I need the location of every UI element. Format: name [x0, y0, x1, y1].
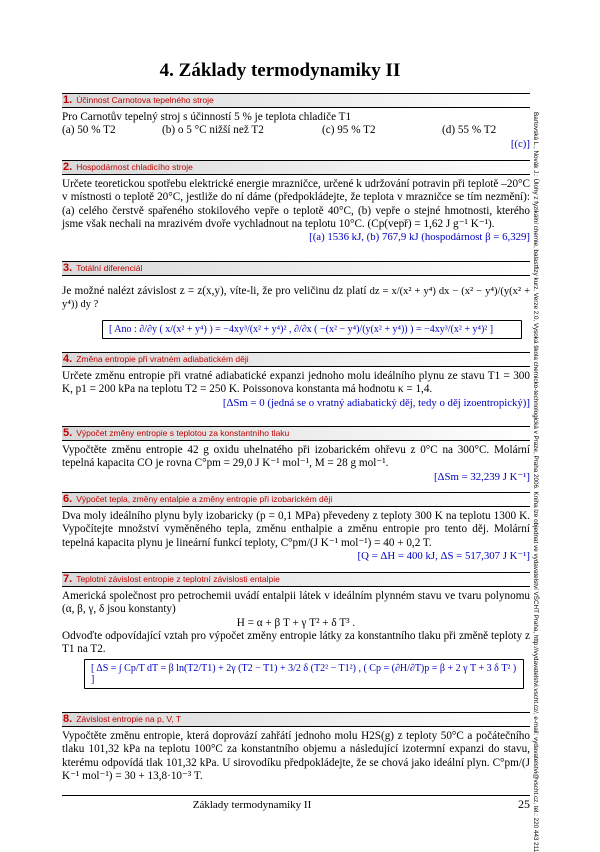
section-header — [62, 426, 530, 441]
option-a: (a) 50 % T2 — [62, 124, 116, 137]
section-3 — [62, 261, 530, 339]
enthalpy-polynomial: H = α + β T + γ T² + δ T³ . — [236, 616, 356, 629]
problem-text-2: Odvoďte odpovídající vztah pro výpočet změny entropie látky za konstantního tlaku při změně teploty z T1 na T2. — [62, 629, 530, 655]
problem-text: Vypočtěte změnu entropie 42 g oxidu uhelnatého při izobarickém ohřevu z 0°C na 300°C. Molární tepelná kapacita CO je rovna C°pm = 29,0 J K⁻¹ mol⁻¹, M = 28 g mol⁻¹. — [62, 444, 530, 470]
option-c: (c) 95 % T2 — [322, 124, 376, 137]
section-title: Výpočet změny entropie s teplotou za konstantního tlaku — [76, 428, 290, 438]
answer: [(a) 1536 kJ, (b) 767,9 kJ (hospodárnost β = 6,329] — [309, 231, 530, 244]
section-2 — [62, 160, 530, 244]
answer-box: [ Ano : ∂/∂y ( x/(x² + y⁴) ) = −4xy³/(x² + y⁴)² , ∂/∂x ( −(x² − y⁴)/(y(x² + y⁴)) ) = −4xy³/(x² + y⁴)² ] — [102, 320, 522, 339]
section-5 — [62, 426, 530, 484]
problem-lead: Je možné nalézt závislost z = z(x,y), víte-li, že pro veličinu dz platí — [62, 285, 367, 297]
problem-text: Vypočtěte změnu entropie, která doprovází zahřátí jednoho molu H2S(g) z teploty 50°C a počátečního tlaku 101,32 kPa na teplotu 100°C za konstantního objemu a následující izotermní expanzi do stavu, kterému odpovídá tlak 101,32 kPa. U sirovodíku předpokládejte, že se chová jako ideální plyn. C°pm/(J K⁻¹ mol⁻¹) = 30 + 13,8·10⁻³ T. — [62, 730, 530, 782]
problem-text — [62, 285, 530, 312]
section-number: 1. — [63, 94, 73, 106]
section-title: Výpočet tepla, změny entalpie a změny entropie při izobarickém ději — [76, 494, 333, 504]
section-number: 4. — [63, 353, 73, 365]
section-number: 5. — [63, 427, 73, 439]
page-title: 4. Základy termodynamiky II — [159, 60, 401, 81]
option-b: (b) o 5 °C nižší než T2 — [162, 124, 264, 137]
problem-text: Dva moly ideálního plynu byly izobaricky (p = 0,1 MPa) převedeny z teploty 300 K na teplotu 1300 K. Vypočítejte množství vyměněného tepla, změnu enthalpie a změnu entropie pro tento děj. Molární tepelná kapacita plynu je lineární funkcí teploty, C°pm/(J K⁻¹ mol⁻¹) = 40 + 0,2 T. — [62, 510, 530, 549]
section-title: Totální diferenciál — [76, 263, 143, 273]
answer: [ΔSm = 32,239 J K⁻¹] — [433, 470, 530, 483]
answer: [ΔSm = 0 (jedná se o vratný adiabatický děj, tedy o děj izoentropický)] — [222, 396, 530, 409]
problem-text: Určete teoretickou spotřebu elektrické energie mrazničce, určené k udržování potravin při teplotě –20°C v místnosti o teplotě 20°C, jestliže do ní dáme (předpokládejte, že teplota v mrazničce se tím nezmění): (a) celého čerstvě spařeného stokilového vepře o teplotě 40°C, (b) vepře o stejné hmotnosti, kterého jsme však nechali na mrazivém dvoře vychladnout na teplotu 10°C. (Cp(vepř) = 1,62 J g⁻¹ K⁻¹). — [62, 178, 530, 230]
section-number: 3. — [63, 262, 73, 274]
section-header — [62, 160, 530, 175]
section-title: Účinnost Carnotova tepelného stroje — [76, 95, 214, 105]
section-header — [62, 492, 530, 507]
answer: [Q = ΔH = 400 kJ, ΔS = 517,307 J K⁻¹] — [357, 549, 530, 562]
section-number: 8. — [63, 713, 73, 725]
page-number: 25 — [518, 797, 530, 811]
section-header — [62, 352, 530, 367]
answer-box: [ ΔS = ∫ Cp/T dT = β ln(T2/T1) + 2γ (T2 − T1) + 3/2 δ (T2² − T1²) , ( Cp = (∂H/∂T)p = β + 2 γ T + 3 δ T² ) ] — [84, 659, 524, 689]
differential-formula: dz = x/(x² + y⁴) dx − (x² − y⁴)/(y(x² + y⁴)) dy ? — [62, 286, 530, 311]
section-title: Závislost entropie na p, V, T — [76, 714, 182, 724]
section-8 — [62, 712, 530, 783]
section-number: 2. — [63, 161, 73, 173]
footer-title: Základy termodynamiky II — [192, 799, 312, 811]
options-row — [62, 124, 530, 137]
section-number: 7. — [63, 573, 73, 585]
section-header — [62, 712, 530, 727]
section-1 — [62, 93, 530, 151]
problem-text: Pro Carnotův tepelný stroj s účinností 5 % je teplota chladiče T1 — [62, 111, 352, 123]
section-header — [62, 572, 530, 587]
section-header — [62, 93, 530, 108]
section-4 — [62, 352, 530, 410]
section-6 — [62, 492, 530, 563]
footer-divider — [62, 795, 530, 796]
section-7 — [62, 572, 530, 689]
section-number: 6. — [63, 493, 73, 505]
option-d: (d) 55 % T2 — [442, 124, 497, 137]
problem-text: Určete změnu entropie při vratné adiabatické expanzi jednoho molu ideálního plynu ze stavu T1 = 300 K, p1 = 200 kPa na teplotu T2 = 250 K. Poissonova konstanta má hodnotu κ = 1,4. — [62, 370, 530, 396]
section-title: Hospodárnost chladicího stroje — [76, 162, 193, 172]
section-title: Teplotní závislost entropie z teplotní závislosti entalpie — [76, 574, 280, 584]
section-header — [62, 261, 530, 276]
section-title: Změna entropie při vratném adiabatickém ději — [76, 354, 249, 364]
side-note: Bartovská L., Novák J.: Úlohy z fyzikální chemie, balastfizy kurz. Verze 2.0, Vysoká škola chemicko-technologická v Praze, Praha 2006. Kniha lze objednat ve vydavatelství VŠCHT Praha, http://vydavatelstvi.vscht.cz/, e-mail: vydavatelstvi@vscht.cz, tel.: 220 443 211 — [532, 112, 539, 852]
problem-text: Americká společnost pro petrochemii uvádí entalpii látek v ideálním plynném stavu ve tvaru polynomu (α, β, γ, δ jsou konstanty) — [62, 590, 530, 616]
answer: [(c)] — [510, 137, 530, 150]
